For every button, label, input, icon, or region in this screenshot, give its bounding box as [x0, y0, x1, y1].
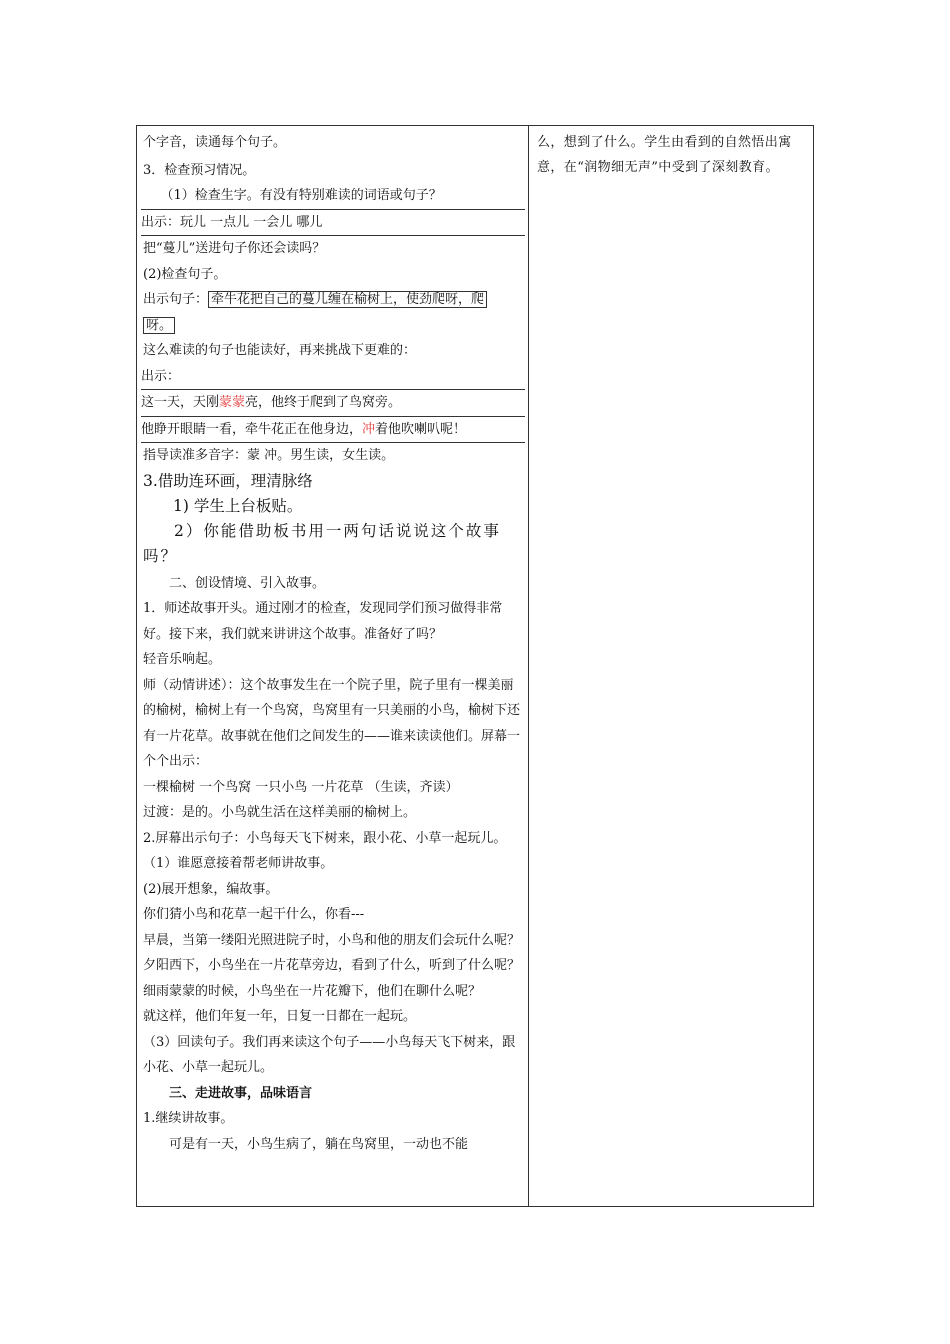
text-line: 轻音乐响起。	[143, 652, 222, 667]
text-line: 1) 学生上台板贴。	[173, 496, 303, 515]
text-line: 过渡：是的。小鸟就生活在这样美丽的榆树上。	[143, 805, 417, 820]
text-paragraph: 2.屏幕出示句子：小鸟每天飞下树来，跟小花、小草一起玩儿。	[143, 830, 507, 846]
boxed-sentence: 牵牛花把自己的蔓儿缠在榆树上，使劲爬呀，爬	[208, 291, 487, 308]
text-paragraph: 早晨，当第一缕阳光照进院子时，小鸟和他的朋友们会玩什么呢？	[143, 932, 521, 948]
sentence-part: 亮，他终于爬到了鸟窝旁。	[245, 395, 402, 410]
lesson-plan-table	[136, 125, 814, 1207]
design-intent-column	[537, 130, 809, 180]
text-paragraph: 么，想到了什么。学生由看到的自然悟出寓意，在“润物细无声”中受到了深刻教育。	[537, 135, 792, 175]
polyphone-highlight: 蒙蒙	[219, 395, 246, 410]
text-line: 一棵榆树 一个鸟窝 一只小鸟 一片花草 （生读，齐读）	[143, 779, 459, 795]
text-line: 个字音，读通每个句子。	[143, 135, 287, 150]
text-line: (2)展开想象，编故事。	[143, 881, 279, 897]
polyphone-highlight: 冲	[362, 421, 376, 437]
section-heading: 3．检查预习情况。	[143, 162, 256, 178]
text-line: 这么难读的句子也能读好，再来挑战下更难的：	[143, 343, 417, 358]
text-line: 出示：玩儿 一点儿 一会儿 哪儿	[141, 210, 525, 237]
boxed-sentence: 呀。	[143, 317, 175, 334]
text-line: 出示：	[141, 364, 525, 391]
text-paragraph: （3）回读句子。我们再来读这个句子——小鸟每天飞下树来，跟小花、小草一起玩儿。	[143, 1034, 516, 1075]
text-line: (2)检查句子。	[143, 266, 227, 282]
text-line: 你们猜小鸟和花草一起干什么，你看---	[143, 907, 365, 922]
text-paragraph: 师（动情讲述）：这个故事发生在一个院子里，院子里有一棵美丽的榆树，榆树上有一个鸟窝，鸟窝里有一只美丽的小鸟，榆树下还有一片花草。故事就在他们之间发生的——谁来读读他们。屏幕一个个出示：	[143, 677, 521, 769]
section-heading: 二、创设情境、引入故事。	[169, 575, 326, 591]
sentence-line	[143, 313, 520, 339]
text-line: 可是有一天，小鸟生病了，躺在鸟窝里，一动也不能	[169, 1136, 469, 1152]
section-heading: 3.借助连环画，理清脉络	[143, 471, 313, 490]
sentence-prefix: 出示句子：	[143, 292, 209, 307]
sentence-line	[143, 287, 520, 313]
teaching-process-column	[143, 130, 520, 1157]
text-line: 1.继续讲故事。	[143, 1111, 234, 1126]
sentence-line	[141, 417, 525, 444]
text-line: （1）检查生字。有没有特别难读的词语或句子？	[141, 183, 525, 210]
text-line: 就这样，他们年复一年，日复一日都在一起玩。	[143, 1009, 417, 1024]
text-paragraph: 夕阳西下，小鸟坐在一片花草旁边，看到了什么，听到了什么呢？	[143, 958, 521, 973]
text-line: （1）谁愿意接着帮老师讲故事。	[143, 856, 334, 871]
section-heading: 三、走进故事，品味语言	[169, 1085, 313, 1101]
text-paragraph: 2）你能借助板书用一两句话说说这个故事吗？	[143, 521, 501, 565]
column-divider	[528, 126, 529, 1206]
sentence-line	[141, 390, 525, 417]
sentence-part: 他睁开眼睛一看，牵牛花正在他身边，	[141, 421, 363, 437]
text-line: 指导读准多音字：蒙 冲。男生读，女生读。	[143, 448, 395, 463]
text-paragraph: 1．师述故事开头。通过刚才的检查，发现同学们预习做得非常好。接下来，我们就来讲讲这个故事。准备好了吗？	[143, 601, 503, 642]
text-paragraph: 细雨蒙蒙的时候，小鸟坐在一片花瓣下，他们在聊什么呢？	[143, 983, 482, 999]
sentence-part: 这一天，天刚	[141, 395, 220, 410]
sentence-part: 着他吹喇叭呢！	[375, 421, 467, 437]
text-line: 把“蔓儿”送进句子你还会读吗？	[143, 241, 326, 256]
